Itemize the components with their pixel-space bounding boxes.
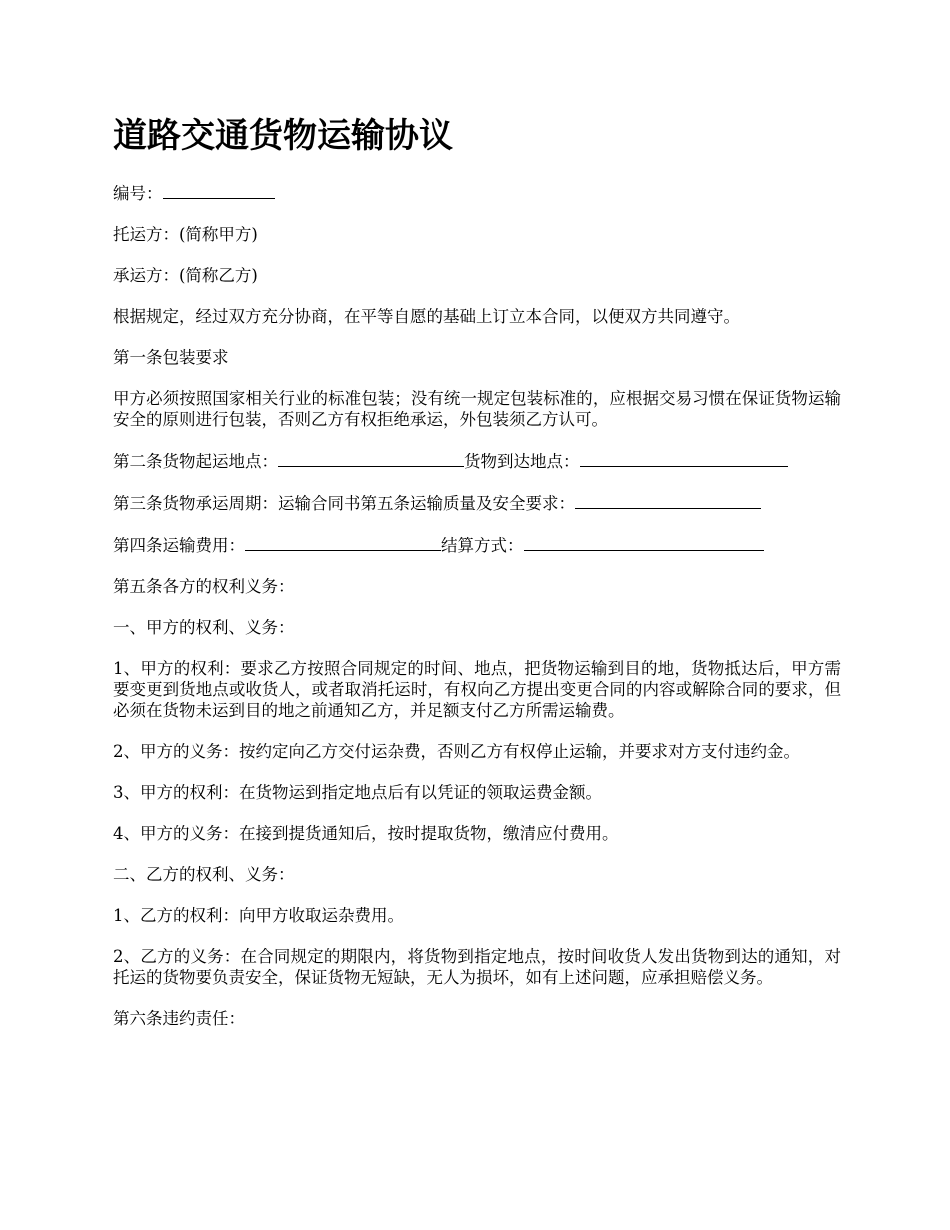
article2-line <box>113 450 841 472</box>
destination-blank <box>580 450 788 467</box>
party-a-item: 2、甲方的义务：按约定向乙方交付运杂费，否则乙方有权停止运输，并要求对方支付违约金。 <box>113 742 800 761</box>
freight-cost-label: 第四条运输费用： <box>113 536 245 555</box>
party-a-heading: 一、甲方的权利、义务： <box>113 618 295 637</box>
settlement-blank <box>524 534 764 551</box>
freight-cost-blank <box>245 534 441 551</box>
article1-title: 第一条包装要求 <box>113 348 229 367</box>
carrier-line: 承运方：(简称乙方) <box>113 266 258 285</box>
article4-line <box>113 534 841 556</box>
party-b-item: 2、乙方的义务：在合同规定的期限内，将货物到指定地点，按时间收货人发出货物到达的通知，对托运的货物要负责安全，保证货物无短缺，无人为损坏，如有上述问题，应承担赔偿义务。 <box>113 947 841 987</box>
contract-number-line <box>113 182 841 204</box>
article1-body: 甲方必须按照国家相关行业的标准包装；没有统一规定包装标准的，应根据交易习惯在保证货物运输安全的原则进行包装，否则乙方有权拒绝承运，外包装须乙方认可。 <box>113 389 841 429</box>
contract-number-label: 编号： <box>113 184 163 203</box>
origin-label: 第二条货物起运地点： <box>113 452 278 471</box>
article3-label: 第三条货物承运周期：运输合同书第五条运输质量及安全要求： <box>113 494 575 513</box>
party-a-item: 4、甲方的义务：在接到提货通知后，按时提取货物，缴清应付费用。 <box>113 824 619 843</box>
destination-label: 货物到达地点： <box>464 452 580 471</box>
quality-safety-blank <box>575 492 761 509</box>
party-b-item: 1、乙方的权利：向甲方收取运杂费用。 <box>113 906 404 925</box>
article5-title: 第五条各方的权利义务： <box>113 577 295 596</box>
contract-page <box>113 112 841 1049</box>
intro-paragraph: 根据规定，经过双方充分协商，在平等自愿的基础上订立本合同，以便双方共同遵守。 <box>113 307 740 326</box>
article3-line <box>113 492 841 514</box>
party-a-item: 3、甲方的权利：在货物运到指定地点后有以凭证的领取运费金额。 <box>113 783 602 802</box>
article6-title: 第六条违约责任： <box>113 1009 245 1028</box>
shipper-line: 托运方：(简称甲方) <box>113 225 258 244</box>
party-b-heading: 二、乙方的权利、义务： <box>113 865 295 884</box>
document-title: 道路交通货物运输协议 <box>113 116 453 156</box>
origin-blank <box>278 450 464 467</box>
contract-number-blank <box>163 182 275 199</box>
party-a-item: 1、甲方的权利：要求乙方按照合同规定的时间、地点，把货物运输到目的地，货物抵达后，甲方需要变更到货地点或收货人，或者取消托运时，有权向乙方提出变更合同的内容或解除合同的要求，但必须在货物未运到目的地之前通知乙方，并足额支付乙方所需运输费。 <box>113 659 841 720</box>
settlement-label: 结算方式： <box>441 536 524 555</box>
